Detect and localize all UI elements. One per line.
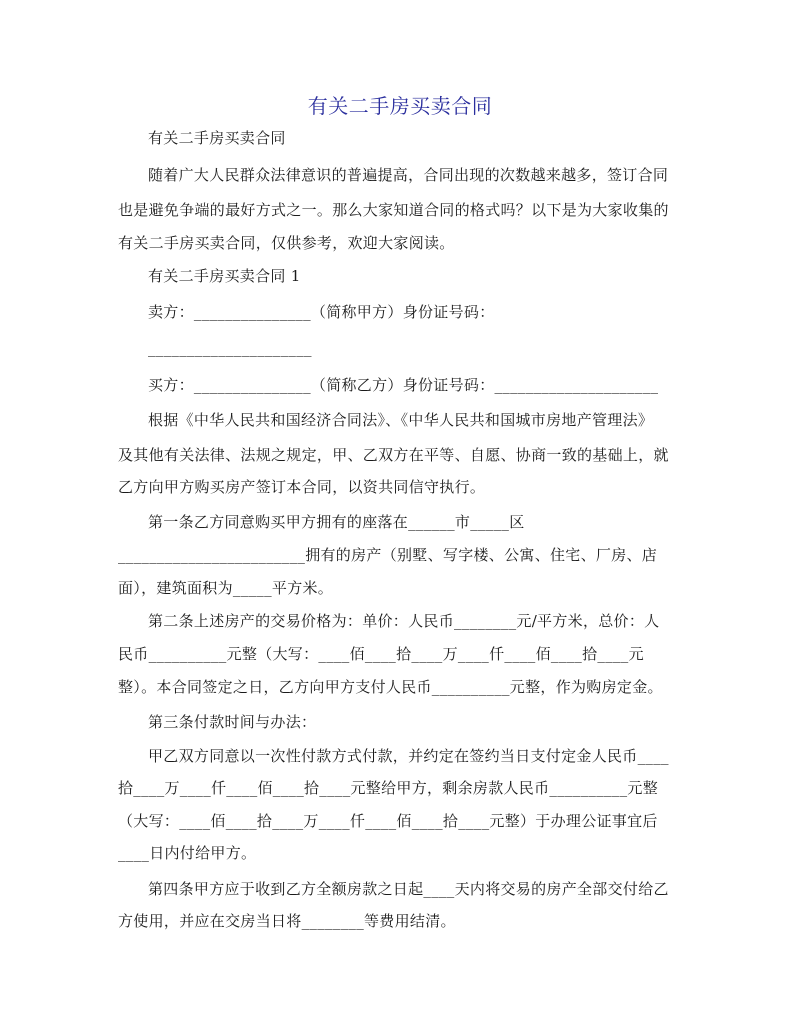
payment-line-2: 拾____万____仟____佰____拾____元整给甲方，剩余房款人民币__________元整	[118, 779, 659, 797]
intro-line-2: 也是避免争端的最好方式之一。那么大家知道合同的格式吗？以下是为大家收集的	[118, 201, 669, 219]
subtitle-line: 有关二手房买卖合同	[148, 129, 286, 147]
article-2-line-2: 民币__________元整（大写：____佰____拾____万____仟____佰____拾____元	[118, 645, 644, 663]
article-2-line-1: 第二条上述房产的交易价格为：单价：人民币________元/平方米，总价：人	[148, 612, 660, 630]
seller-line: 卖方：_______________（简称甲方）身份证号码：	[148, 303, 495, 321]
document-title: 有关二手房买卖合同	[307, 94, 493, 118]
basis-line-3: 乙方向甲方购买房产签订本合同，以资共同信守执行。	[118, 478, 486, 496]
basis-line-2: 及其他有关法律、法规之规定，甲、乙双方在平等、自愿、协商一致的基础上，就	[118, 446, 669, 464]
payment-line-4: ____日内付给甲方。	[118, 844, 257, 862]
article-4-line-2: 方使用，并应在交房当日将________等费用结清。	[118, 912, 456, 930]
article-3-heading: 第三条付款时间与办法：	[148, 713, 317, 731]
intro-line-3: 有关二手房买卖合同，仅供参考，欢迎大家阅读。	[118, 234, 455, 252]
seller-id-blank: _____________________	[148, 339, 312, 357]
article-2-line-3: 整）。本合同签定之日，乙方向甲方支付人民币__________元整，作为购房定金。	[118, 678, 663, 696]
article-4-line-1: 第四条甲方应于收到乙方全额房款之日起____天内将交易的房产全部交付给乙	[148, 880, 669, 898]
article-1-line-1: 第一条乙方同意购买甲方拥有的座落在______市_____区	[148, 513, 525, 531]
payment-line-1: 甲乙双方同意以一次性付款方式付款，并约定在签约当日支付定金人民币____	[148, 747, 669, 765]
intro-line-1: 随着广大人民群众法律意识的普遍提高，合同出现的次数越来越多，签订合同	[148, 166, 669, 184]
article-1-line-3: 面），建筑面积为_____平方米。	[118, 579, 334, 597]
payment-line-3: （大写：____佰____拾____万____仟____佰____拾____元整）于办理公证事宜后	[118, 812, 658, 830]
buyer-line: 买方：_______________（简称乙方）身份证号码：_____________________	[148, 376, 659, 394]
article-1-line-2: ________________________拥有的房产（别墅、写字楼、公寓、住宅、厂房、店	[118, 546, 658, 564]
basis-line-1: 根据《中华人民共和国经济合同法》、《中华人民共和国城市房地产管理法》	[148, 411, 654, 429]
contract-heading: 有关二手房买卖合同 1	[148, 267, 301, 285]
